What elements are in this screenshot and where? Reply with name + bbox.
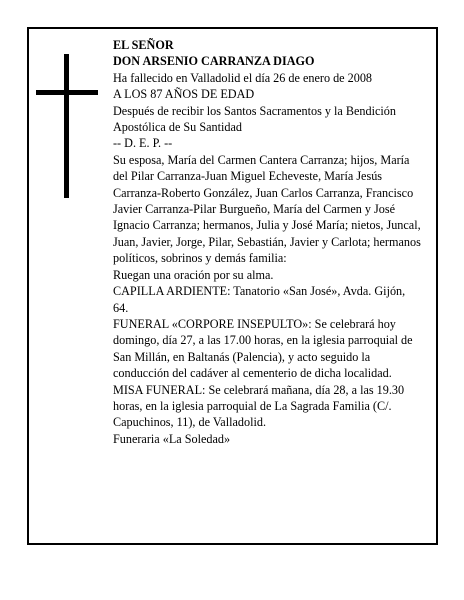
chapel-info: CAPILLA ARDIENTE: Tanatorio «San José», Avda. Gijón, 64.: [113, 284, 406, 315]
funeral-info: FUNERAL «CORPORE INSEPULTO»: Se celebrará hoy domingo, día 27, a las 17.00 horas, en la iglesia parroquial de San Millán, en Baltanás (Palencia), y acto seguido la conducción del cadáver al cementerio de dicha localidad.: [113, 316, 413, 381]
obituary-text: [113, 37, 421, 447]
death-statement: Ha fallecido en Valladolid el día 26 de enero de 2008: [113, 70, 373, 85]
cross-horizontal-bar: [36, 90, 98, 95]
cross-vertical-bar: [64, 54, 69, 198]
funeral-home: Funeraria «La Soledad»: [113, 431, 231, 446]
rip-line: -- D. E. P. --: [113, 136, 173, 151]
deceased-name: DON ARSENIO CARRANZA DIAGO: [113, 54, 315, 69]
age-statement: A LOS 87 AÑOS DE EDAD: [113, 87, 255, 102]
family-list: Su esposa, María del Carmen Cantera Carranza; hijos, María del Pilar Carranza-Juan Miguel Echeveste, María Jesús Carranza-Roberto González, Juan Carlos Carranza, Francisco Javier Carranza-Pilar Burgueño, María del Carmen y José Ignacio Carranza; hermanos, Julia y José María; nietos, Juncal, Juan, Javier, Jorge, Pilar, Sebastián, Javier y Carlota; hermanos políticos, sobrinos y demás familia:: [113, 152, 421, 266]
deceased-title: EL SEÑOR: [113, 38, 174, 52]
prayer-request: Ruegan una oración por su alma.: [113, 267, 274, 282]
mass-info: MISA FUNERAL: Se celebrará mañana, día 28, a las 19.30 horas, en la iglesia parroquial de La Sagrada Familia (C/. Capuchinos, 11), de Valladolid.: [113, 382, 405, 430]
sacraments-statement: Después de recibir los Santos Sacramentos y la Bendición Apostólica de Su Santidad: [113, 103, 396, 135]
